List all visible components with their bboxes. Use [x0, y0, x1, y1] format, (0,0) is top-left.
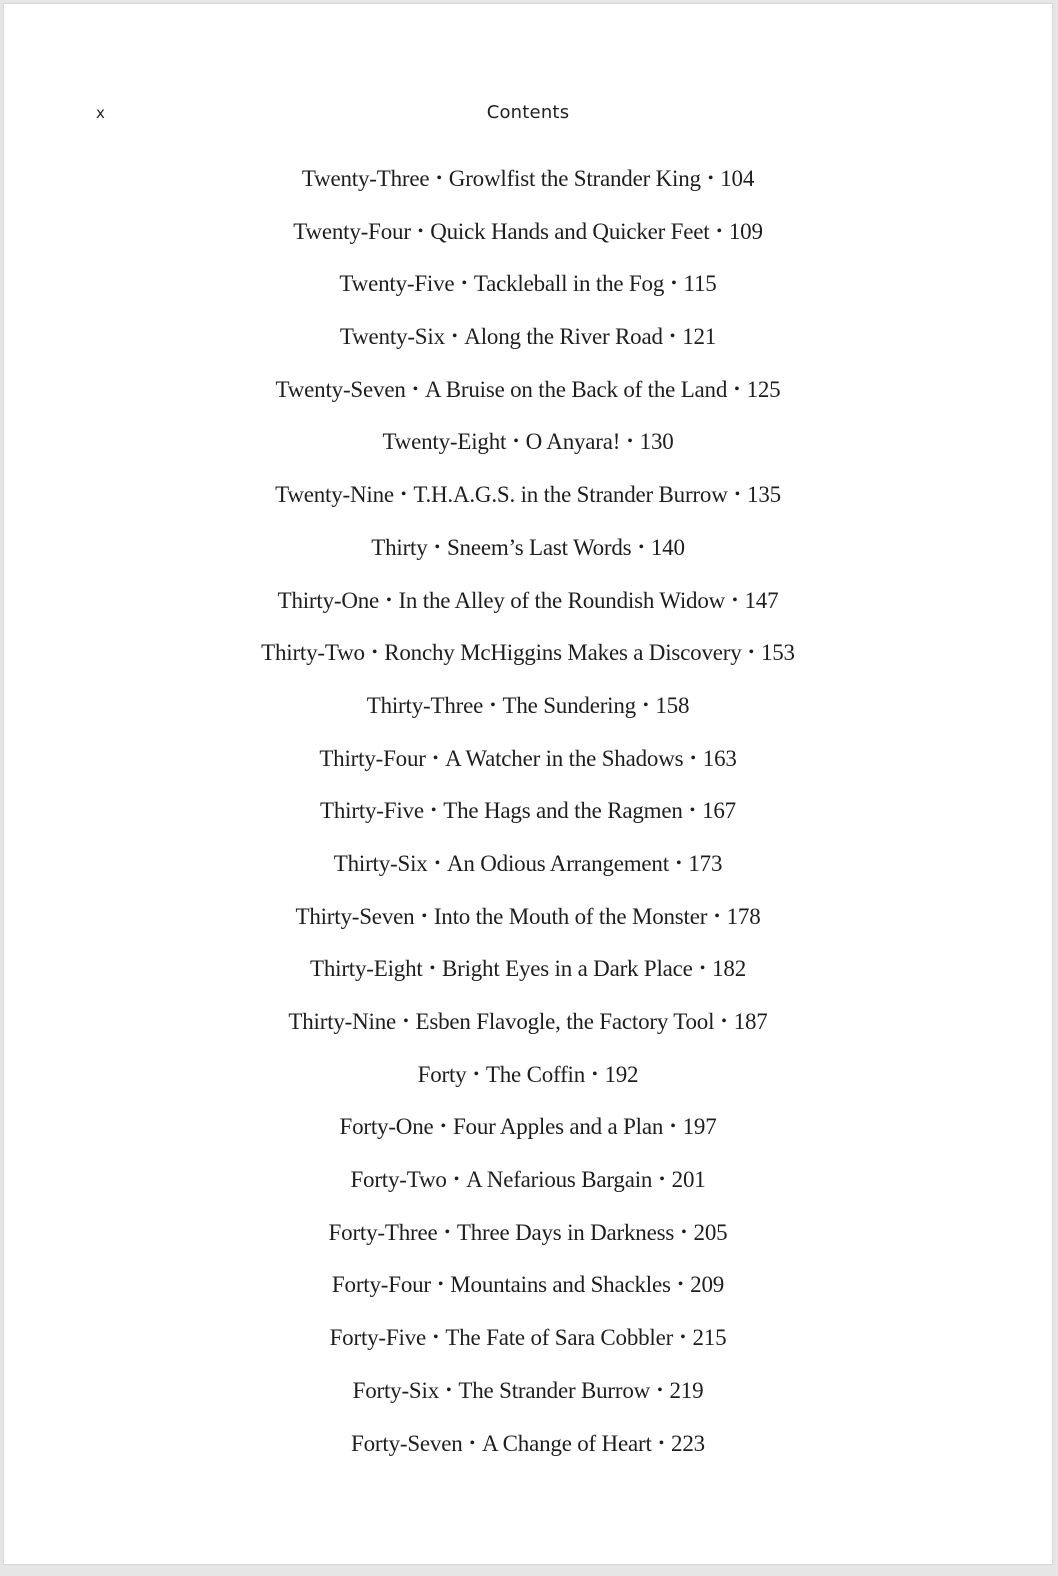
bullet-separator: • [592, 1065, 598, 1083]
chapter-title: The Strander Burrow [458, 1377, 651, 1403]
chapter-number: Thirty-Eight [309, 956, 423, 982]
bullet-separator: • [721, 1013, 727, 1030]
bullet-separator: • [461, 275, 467, 293]
toc-entry [4, 1378, 1052, 1431]
chapter-title: Bright Eyes in a Dark Place [441, 956, 693, 982]
toc-entry [4, 1220, 1052, 1273]
toc-entry [4, 956, 1052, 1009]
chapter-number: Forty-One [339, 1114, 434, 1140]
toc-entry [4, 798, 1052, 851]
bullet-separator: • [446, 1381, 452, 1399]
toc-entry [4, 377, 1052, 430]
chapter-title: Sneem’s Last Words [446, 534, 632, 560]
bullet-separator: • [716, 222, 722, 240]
bullet-separator: • [627, 433, 633, 451]
bullet-separator: • [642, 696, 649, 714]
chapter-title: A Watcher in the Shadows [445, 745, 684, 771]
chapter-title: The Hags and the Ragmen [443, 798, 683, 824]
chapter-page-number: 121 [682, 324, 717, 350]
chapter-page-number: 130 [639, 429, 674, 455]
chapter-page-number: 173 [688, 850, 723, 876]
toc-entry [4, 1167, 1052, 1220]
chapter-title: Along the River Road [464, 324, 663, 350]
bullet-separator: • [680, 1329, 686, 1347]
bullet-separator: • [432, 749, 439, 767]
chapter-page-number: 140 [650, 534, 685, 560]
toc-entry [4, 746, 1052, 799]
toc-entry [4, 324, 1052, 377]
chapter-page-number: 223 [671, 1430, 705, 1456]
bullet-separator: • [638, 538, 644, 556]
chapter-page-number: 209 [690, 1272, 725, 1298]
book-page [4, 4, 1052, 1564]
chapter-number: Twenty-Three [301, 166, 430, 191]
toc-entry [4, 640, 1052, 693]
bullet-separator: • [434, 854, 440, 872]
bullet-separator: • [453, 1171, 460, 1189]
chapter-title: A Bruise on the Back of the Land [425, 376, 728, 402]
chapter-page-number: 167 [702, 798, 736, 824]
toc-entry [4, 1114, 1052, 1167]
toc-entry [4, 851, 1052, 904]
chapter-number: Twenty-Six [339, 324, 445, 350]
chapter-title: Into the Mouth of the Monster [433, 903, 708, 929]
toc-entry [4, 219, 1052, 272]
chapter-number: Thirty-Six [333, 850, 428, 876]
chapter-page-number: 219 [669, 1377, 704, 1403]
running-head-title: Contents [486, 102, 570, 123]
bullet-separator: • [400, 486, 407, 504]
bullet-separator: • [513, 433, 519, 451]
bullet-separator: • [386, 591, 392, 609]
chapter-page-number: 158 [655, 692, 690, 718]
chapter-title: An Odious Arrangement [447, 850, 669, 876]
bullet-separator: • [412, 380, 419, 398]
chapter-page-number: 197 [682, 1114, 717, 1140]
chapter-page-number: 115 [683, 271, 717, 297]
chapter-title: O Anyara! [525, 429, 621, 455]
bullet-separator: • [690, 749, 696, 767]
toc-entry [4, 535, 1052, 588]
chapter-page-number: 104 [720, 166, 755, 191]
chapter-title: T.H.A.G.S. in the Strander Burrow [413, 482, 728, 508]
chapter-number: Thirty-Three [366, 692, 484, 718]
bullet-separator: • [436, 170, 442, 187]
toc-entry [4, 904, 1052, 957]
bullet-separator: • [432, 1329, 439, 1347]
chapter-page-number: 192 [604, 1061, 639, 1087]
bullet-separator: • [429, 960, 435, 978]
chapter-number: Forty-Five [329, 1325, 426, 1351]
chapter-page-number: 201 [671, 1167, 706, 1193]
bullet-separator: • [677, 1276, 684, 1294]
chapter-page-number: 135 [747, 482, 781, 508]
chapter-number: Forty-Four [331, 1272, 431, 1298]
bullet-separator: • [417, 222, 424, 240]
bullet-separator: • [473, 1065, 479, 1083]
toc-entry [4, 588, 1052, 641]
chapter-page-number: 182 [712, 956, 747, 982]
chapter-number: Forty-Six [352, 1377, 439, 1403]
chapter-page-number: 215 [692, 1325, 727, 1351]
chapter-page-number: 153 [760, 640, 795, 666]
toc-entry [4, 429, 1052, 482]
bullet-separator: • [689, 802, 696, 820]
bullet-separator: • [437, 1276, 444, 1294]
toc-entry [4, 1272, 1052, 1325]
chapter-number: Thirty-Four [319, 745, 426, 771]
bullet-separator: • [699, 960, 706, 978]
chapter-page-number: 125 [746, 376, 781, 402]
chapter-number: Thirty-One [277, 587, 380, 613]
chapter-title: Growlfist the Strander King [448, 166, 701, 191]
bullet-separator: • [657, 1381, 663, 1399]
bullet-separator: • [430, 802, 437, 820]
chapter-page-number: 109 [728, 218, 763, 244]
bullet-separator: • [451, 328, 458, 346]
toc-entry [4, 1009, 1052, 1062]
chapter-number: Thirty-Five [320, 798, 424, 824]
chapter-number: Forty-Seven [351, 1430, 463, 1456]
chapter-page-number: 187 [733, 1009, 768, 1034]
chapter-title: Tackleball in the Fog [473, 271, 665, 297]
bullet-separator: • [434, 538, 440, 556]
chapter-title: The Fate of Sara Cobbler [445, 1325, 674, 1351]
chapter-number: Thirty-Seven [295, 903, 415, 929]
toc-entry [4, 1062, 1052, 1115]
bullet-separator: • [371, 644, 378, 662]
bullet-separator: • [403, 1013, 409, 1030]
chapter-page-number: 178 [726, 903, 761, 929]
bullet-separator: • [748, 644, 754, 662]
bullet-separator: • [490, 696, 496, 714]
bullet-separator: • [734, 486, 741, 504]
chapter-title: Ronchy McHiggins Makes a Discovery [384, 640, 742, 666]
page-number: x [96, 104, 105, 122]
table-of-contents [4, 166, 1052, 1483]
bullet-separator: • [469, 1434, 475, 1452]
bullet-separator: • [440, 1118, 446, 1136]
chapter-page-number: 147 [744, 587, 779, 613]
chapter-title: Mountains and Shackles [450, 1272, 671, 1298]
chapter-title: The Coffin [485, 1061, 586, 1087]
chapter-number: Twenty-Five [339, 271, 455, 297]
chapter-title: In the Alley of the Roundish Widow [398, 587, 726, 613]
chapter-number: Thirty [371, 534, 428, 560]
bullet-separator: • [734, 380, 740, 398]
chapter-number: Twenty-Seven [275, 376, 406, 402]
chapter-title: The Sundering [502, 692, 636, 718]
chapter-page-number: 163 [702, 745, 737, 771]
chapter-title: A Nefarious Bargain [466, 1167, 653, 1193]
chapter-number: Forty-Two [350, 1167, 447, 1193]
bullet-separator: • [670, 1118, 676, 1136]
chapter-number: Twenty-Four [293, 218, 411, 244]
toc-entry [4, 166, 1052, 219]
bullet-separator: • [421, 907, 427, 925]
bullet-separator: • [681, 1223, 687, 1241]
toc-entry [4, 693, 1052, 746]
chapter-title: Quick Hands and Quicker Feet [430, 218, 710, 244]
chapter-number: Forty-Three [328, 1219, 438, 1245]
toc-entry [4, 1325, 1052, 1378]
chapter-title: Three Days in Darkness [456, 1219, 675, 1245]
chapter-number: Twenty-Nine [275, 482, 394, 508]
bullet-separator: • [714, 907, 720, 925]
toc-entry [4, 271, 1052, 324]
bullet-separator: • [707, 170, 714, 187]
chapter-title: A Change of Heart [481, 1430, 652, 1456]
chapter-page-number: 205 [693, 1219, 728, 1245]
toc-entry [4, 1431, 1052, 1484]
chapter-title: Esben Flavogle, the Factory Tool [415, 1009, 715, 1034]
chapter-title: Four Apples and a Plan [452, 1114, 664, 1140]
chapter-number: Forty [417, 1061, 467, 1087]
bullet-separator: • [732, 591, 738, 609]
toc-entry [4, 482, 1052, 535]
bullet-separator: • [675, 854, 682, 872]
bullet-separator: • [659, 1171, 665, 1189]
bullet-separator: • [444, 1223, 450, 1241]
bullet-separator: • [658, 1434, 665, 1452]
chapter-number: Twenty-Eight [382, 429, 507, 455]
chapter-number: Thirty-Two [261, 640, 365, 666]
chapter-number: Thirty-Nine [288, 1009, 397, 1034]
bullet-separator: • [669, 328, 676, 346]
bullet-separator: • [671, 275, 677, 293]
